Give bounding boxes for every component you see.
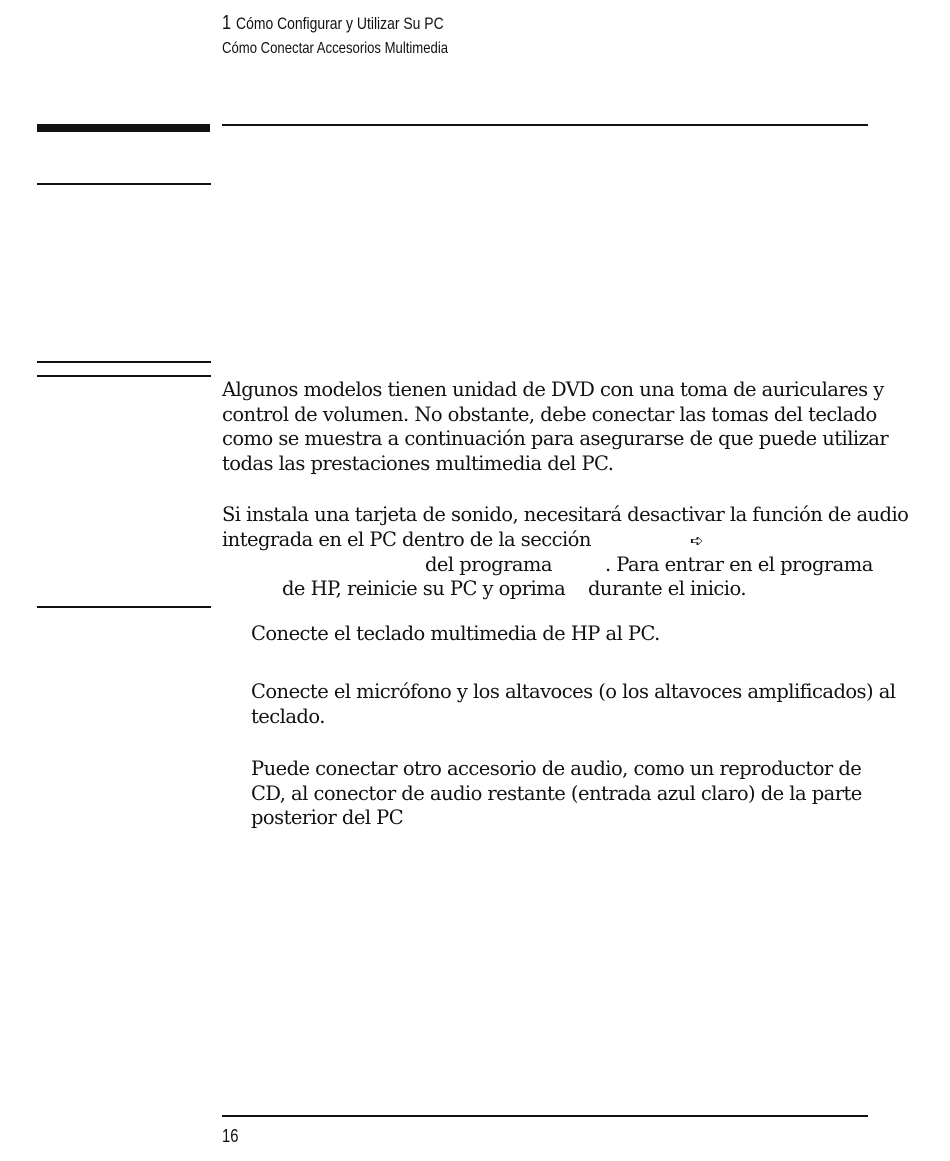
menu-path-arrow-icon: ➪ (690, 531, 704, 550)
step-line: Conecte el micrófono y los altavoces (o los altavoces amplificados) al (251, 680, 896, 703)
page-number: 16 (222, 1126, 239, 1146)
step-line: Conecte el teclado multimedia de HP al PC. (251, 622, 660, 645)
heading-bar-thick (37, 124, 210, 132)
step-item (251, 757, 891, 831)
paragraph-line: control de volumen. No obstante, debe conectar las tomas del teclado (222, 402, 877, 426)
sound-card-line-fragment: . Para entrar en el programa (605, 553, 873, 576)
margin-divider (37, 375, 211, 377)
margin-divider (37, 183, 211, 185)
margin-divider (37, 361, 211, 363)
footer-rule (222, 1115, 868, 1117)
step-line: posterior del PC (251, 806, 404, 829)
step-line: CD, al conector de audio restante (entrada azul claro) de la parte (251, 781, 862, 805)
running-header-chapter (222, 12, 444, 35)
chapter-title: Cómo Configurar y Utilizar Su PC (236, 14, 444, 33)
margin-divider (37, 606, 211, 608)
intro-paragraph (222, 378, 889, 476)
paragraph-line: todas las prestaciones multimedia del PC. (222, 451, 614, 475)
heading-rule (222, 124, 868, 126)
sound-card-line: integrada en el PC dentro de la sección (222, 528, 591, 551)
step-item (251, 622, 660, 647)
running-header-section: Cómo Conectar Accesorios Multimedia (222, 40, 449, 57)
step-item (251, 680, 896, 729)
sound-card-line: Si instala una tarjeta de sonido, necesitará desactivar la función de audio (222, 503, 909, 526)
paragraph-line: como se muestra a continuación para asegurarse de que puede utilizar (222, 427, 889, 450)
step-line: Puede conectar otro accesorio de audio, como un reproductor de (251, 757, 862, 780)
chapter-number: 1 (222, 12, 232, 34)
paragraph-line: Algunos modelos tienen unidad de DVD con una toma de auriculares y (222, 378, 884, 401)
sound-card-line-fragment: del programa (425, 553, 552, 576)
sound-card-line-fragment: durante el inicio. (588, 577, 746, 600)
step-line: teclado. (251, 704, 325, 728)
sound-card-line-fragment: de HP, reinicie su PC y oprima (282, 577, 566, 600)
